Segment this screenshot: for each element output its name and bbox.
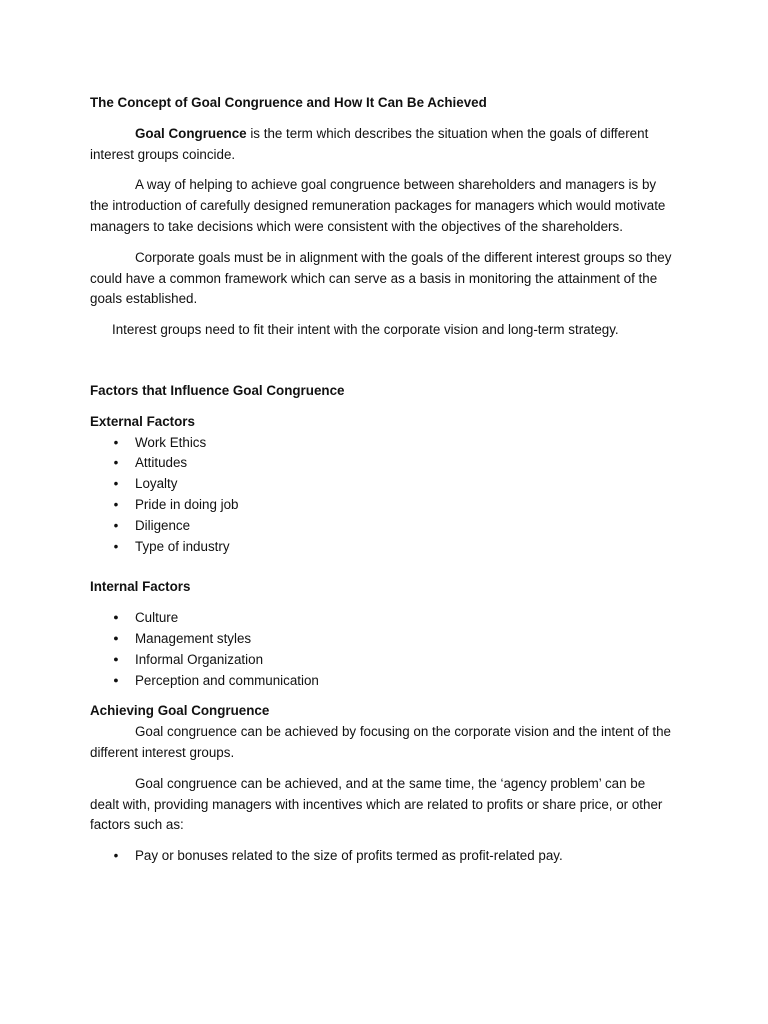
bullet-icon bbox=[108, 474, 124, 495]
list-item: ● Informal Organization bbox=[90, 650, 676, 671]
list-item: • Loyalty bbox=[90, 474, 676, 495]
bullet-icon bbox=[108, 629, 124, 651]
list-item: ● Culture bbox=[90, 608, 676, 629]
list-item: • Diligence bbox=[90, 516, 676, 537]
list-item: • Pay or bonuses related to the size of profits termed as profit-related pay. bbox=[90, 846, 676, 867]
list-item: ● Perception and communication bbox=[90, 671, 676, 692]
alignment-paragraph: Corporate goals must be in alignment with the goals of the different interest groups so they could have a common framework which can serve as a basis in monitoring the attainment of the goals established. bbox=[90, 249, 672, 307]
bullet-icon bbox=[108, 453, 124, 474]
internal-factors-heading: Internal Factors bbox=[90, 579, 191, 595]
document-page bbox=[90, 93, 676, 877]
list-item: • Work Ethics bbox=[90, 433, 676, 454]
internal-factors-list bbox=[90, 608, 676, 691]
external-factors-list bbox=[90, 433, 676, 558]
factors-heading: Factors that Influence Goal Congruence bbox=[90, 382, 345, 398]
document-title: The Concept of Goal Congruence and How It Can Be Achieved bbox=[90, 95, 487, 110]
definition-text: is the term which describes the situation when the goals of different interest groups coincide. bbox=[90, 125, 649, 162]
achieving-paragraph-2: Goal congruence can be achieved, and at the same time, the ‘agency problem’ can be dealt with, providing managers with incentives which are related to profits or share price, or other factors such as: bbox=[90, 775, 663, 833]
bullet-icon bbox=[108, 516, 124, 537]
bullet-icon bbox=[108, 495, 124, 516]
achieving-heading: Achieving Goal Congruence bbox=[90, 703, 270, 719]
list-item: ● Management styles bbox=[90, 629, 676, 650]
list-item: • Type of industry bbox=[90, 537, 676, 558]
bullet-icon bbox=[108, 537, 124, 558]
bullet-icon bbox=[108, 433, 124, 454]
list-item: • Attitudes bbox=[90, 453, 676, 474]
remuneration-paragraph: A way of helping to achieve goal congruence between shareholders and managers is by the introduction of carefully designed remuneration packages for managers which would motivate managers to take decisions which were consistent with the objectives of the shareholders. bbox=[90, 177, 666, 234]
list-item: • Pride in doing job bbox=[90, 495, 676, 516]
bullet-icon bbox=[108, 608, 124, 630]
bullet-icon bbox=[108, 846, 124, 867]
definition-term: Goal Congruence bbox=[135, 125, 247, 141]
definition-paragraph bbox=[90, 124, 676, 166]
intent-paragraph: Interest groups need to fit their intent with the corporate vision and long-term strategy. bbox=[112, 322, 619, 338]
achieving-paragraph-1: Goal congruence can be achieved by focusing on the corporate vision and the intent of the different interest groups. bbox=[90, 724, 671, 760]
incentives-list bbox=[90, 846, 676, 867]
bullet-icon bbox=[108, 671, 124, 693]
bullet-icon bbox=[108, 650, 124, 672]
external-factors-heading: External Factors bbox=[90, 413, 195, 429]
